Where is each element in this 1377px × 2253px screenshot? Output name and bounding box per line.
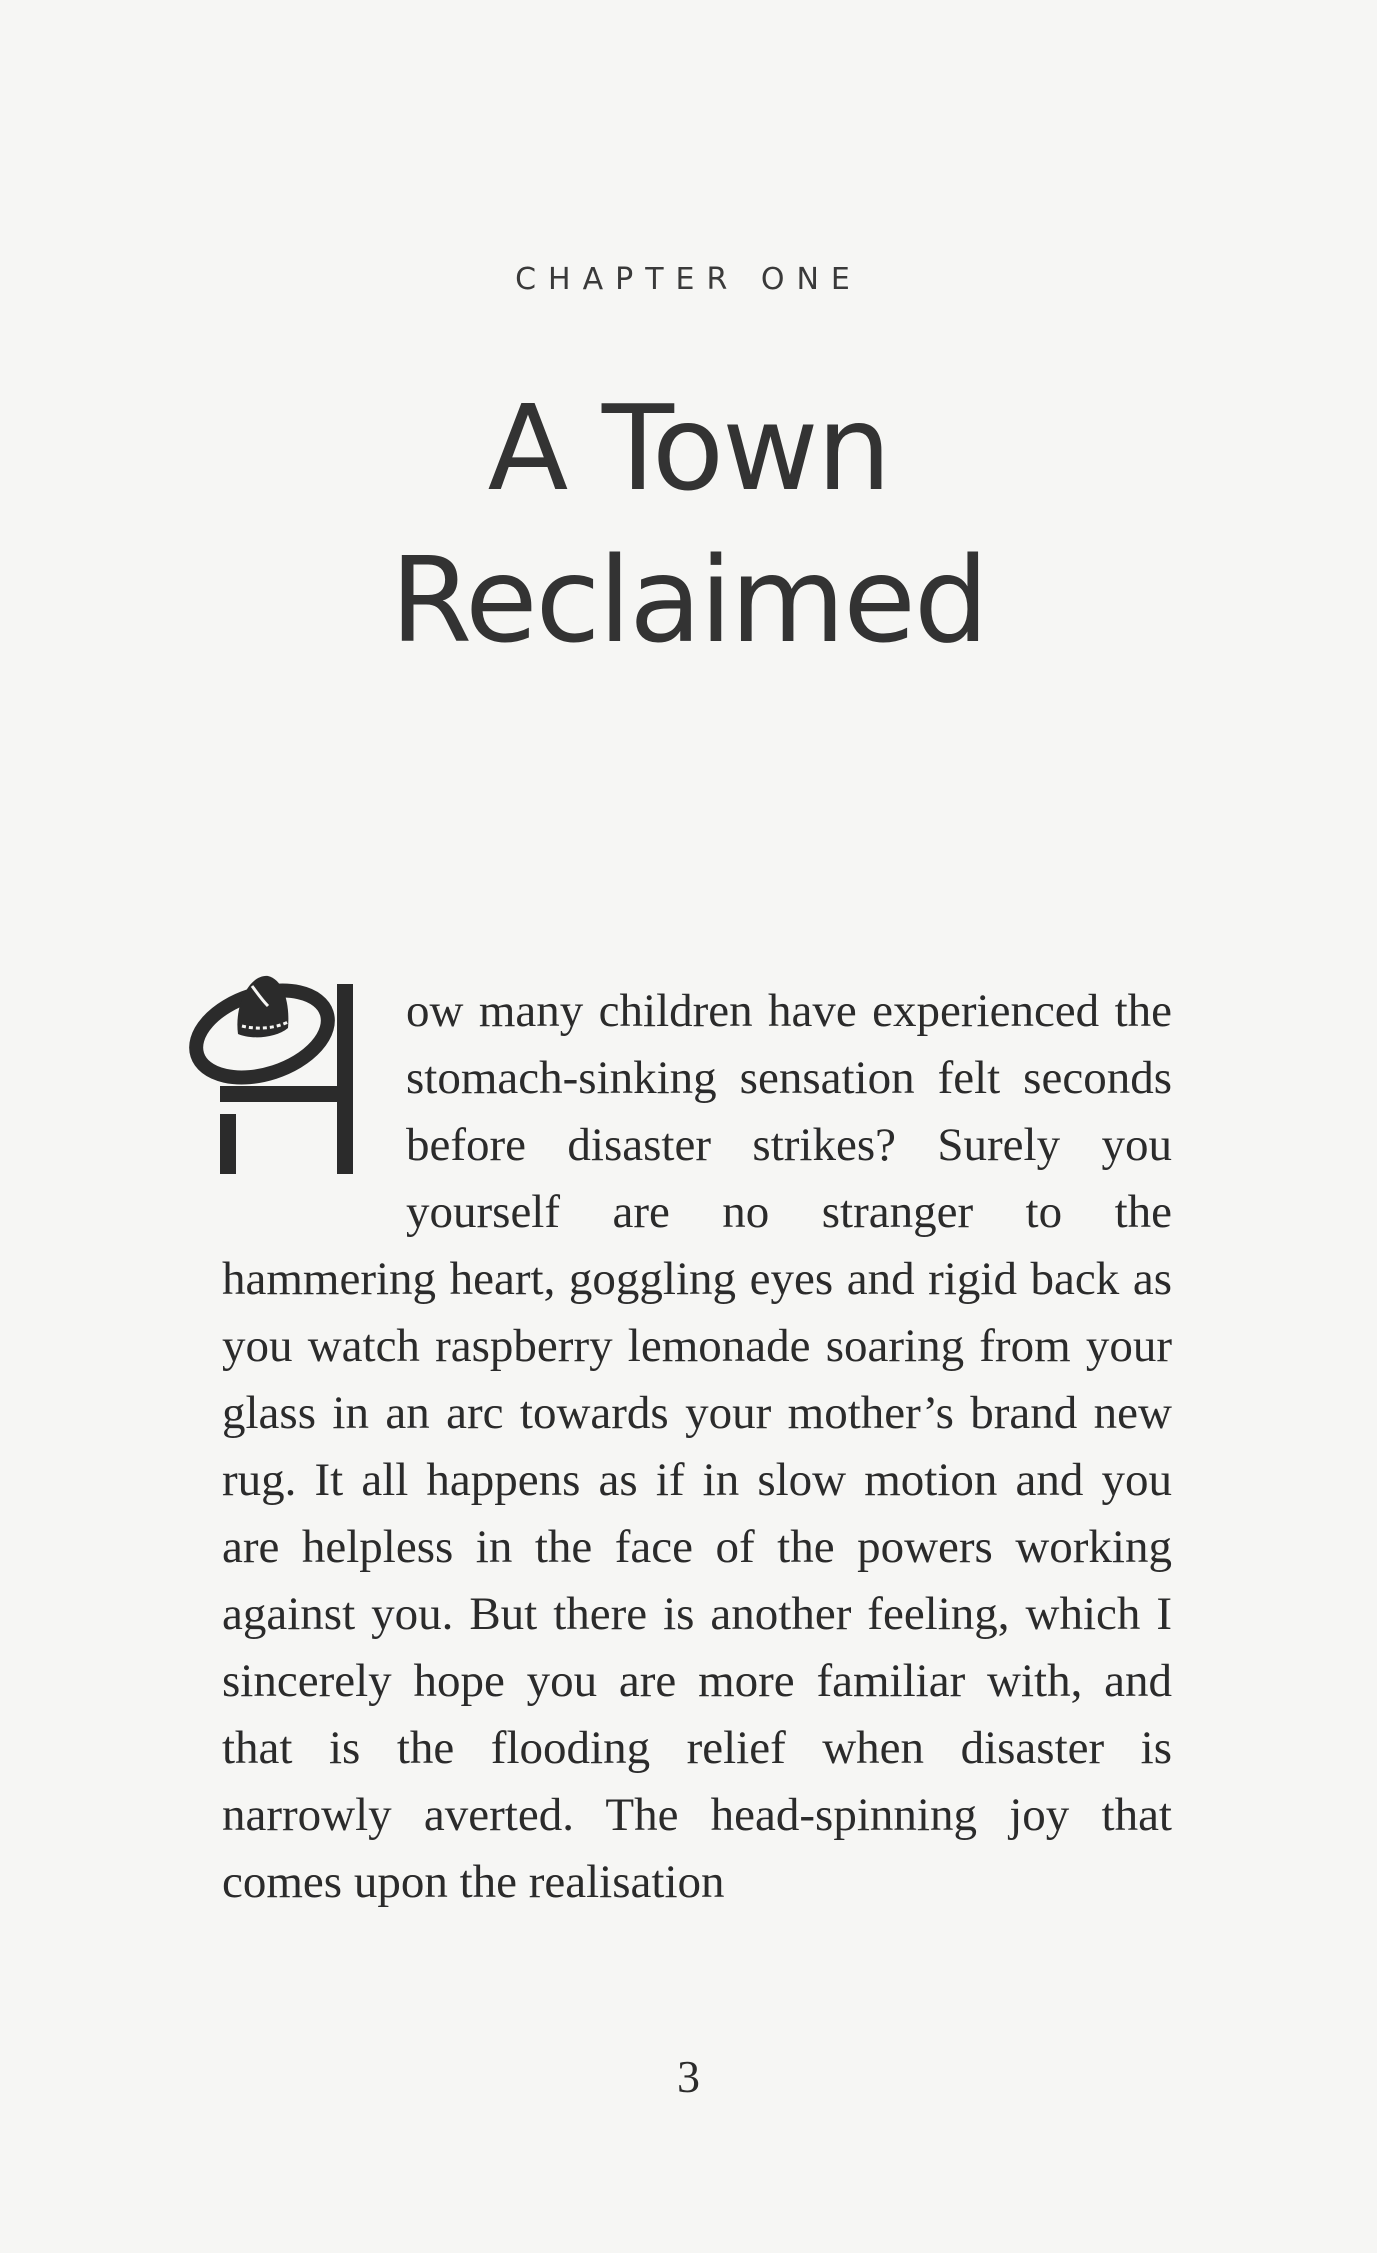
body-paragraph — [222, 978, 1172, 1916]
drop-cap — [222, 982, 392, 1182]
page-number: 3 — [677, 2051, 700, 2102]
paragraph-text: ow many children have experienced the stomach-sinking sensation felt seconds before disaster strikes? Surely you yourself are no stranger to the hammering heart, goggling eyes and rigid back as you watch raspberry lemonade soaring from your glass in an arc towards your mother’s brand new rug. It all happens as if in slow motion and you are helpless in the face of the powers working against you. But there is another feeling, which I sincerely hope you are more familiar with, and that is the flooding relief when disaster is narrowly averted. The head-spinning joy that comes upon the realisation — [222, 985, 1172, 1908]
chapter-title — [0, 372, 1377, 676]
hat-ornament-icon — [172, 964, 402, 1194]
chapter-title-line-1: A Town — [487, 379, 890, 517]
chapter-label: CHAPTER ONE — [515, 262, 862, 297]
chapter-title-line-2: Reclaimed — [390, 531, 987, 669]
